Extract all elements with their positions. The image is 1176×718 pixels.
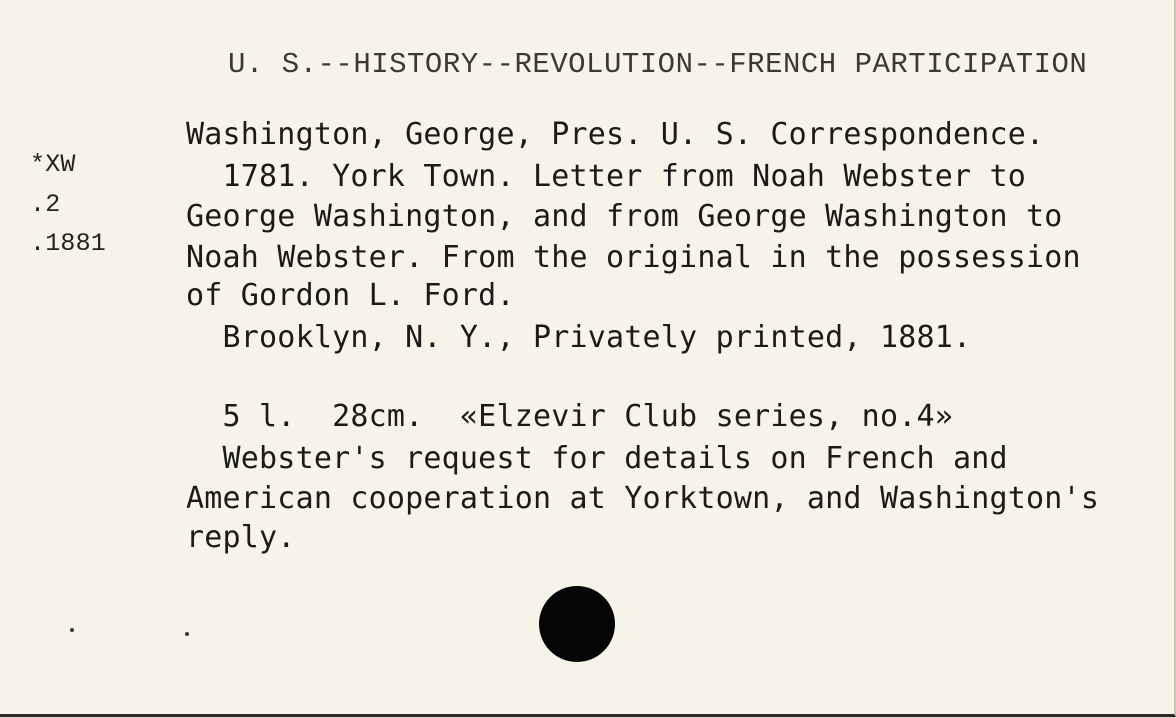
- body-line-2: 1781. York Town. Letter from Noah Webster to: [186, 159, 1027, 194]
- body-line-5: of Gordon L. Ford.: [186, 278, 515, 313]
- body-line-4: Noah Webster. From the original in the possession: [186, 240, 1081, 275]
- note-line-1: Webster's request for details on French and: [186, 441, 1008, 476]
- note-line-2: American cooperation at Yorktown, and Washington's: [186, 481, 1100, 516]
- speck-mark: [70, 628, 74, 632]
- punch-hole: [539, 586, 615, 662]
- subject-heading: U. S.--HISTORY--REVOLUTION--FRENCH PARTICIPATION: [228, 48, 1088, 81]
- body-line-1: Washington, George, Pres. U. S. Correspondence.: [186, 117, 1045, 152]
- speck-mark: [185, 632, 189, 636]
- imprint-line: Brooklyn, N. Y., Privately printed, 1881.: [186, 320, 972, 355]
- collation-line: 5 l. 28cm. «Elzevir Club series, no.4»: [186, 399, 953, 434]
- note-line-3: reply.: [186, 520, 296, 555]
- call-number-line-3: .1881: [30, 229, 107, 258]
- call-number-line-2: .2: [30, 190, 61, 219]
- body-line-3: George Washington, and from George Washington to: [186, 199, 1063, 234]
- call-number-line-1: *XW: [30, 150, 76, 179]
